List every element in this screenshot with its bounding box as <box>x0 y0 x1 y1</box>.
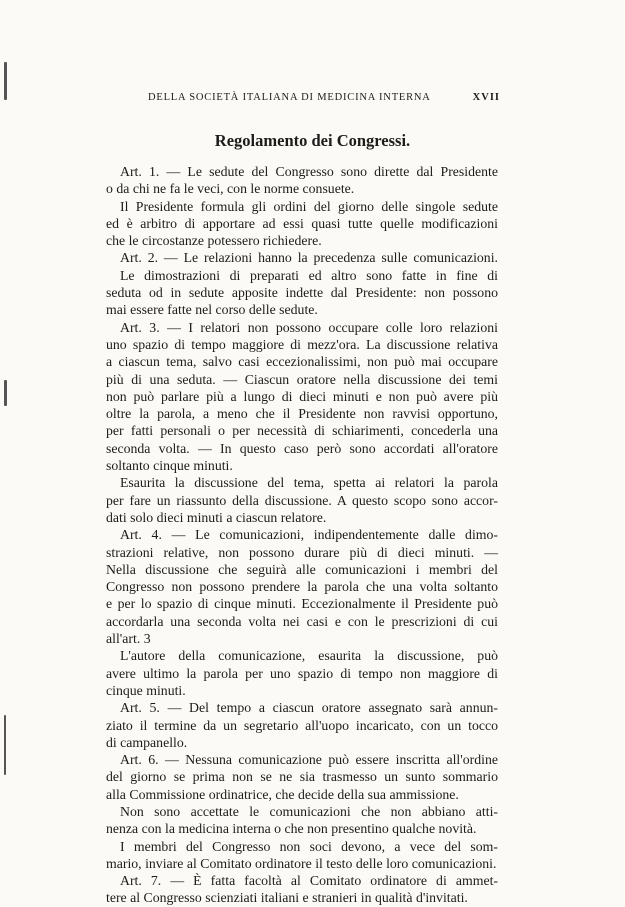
text-line: Congresso non possono prendere la parola che una volta soltanto <box>106 579 498 595</box>
text-line: Non sono accettate le comunicazioni che non abbiano atti- <box>120 803 498 819</box>
text-line: e per lo spazio di cinque minuti. Eccezionalmente il Presidente può <box>106 596 498 612</box>
text-line: oltre la parola, a meno che il Presidente non ravvisi opportuno, <box>106 406 498 422</box>
text-line: Il Presidente formula gli ordini del giorno delle singole sedute <box>120 198 498 214</box>
text-line: Art. 6. — Nessuna comunicazione può essere inscritta all'ordine <box>120 752 498 768</box>
regulation-text <box>106 163 498 907</box>
text-line: ed è arbitro di apportare ad essi quasi tutte quelle modificazioni <box>106 215 498 231</box>
text-line: I membri del Congresso non soci devono, a vece del som- <box>120 838 498 854</box>
text-line: Art. 7. — È fatta facoltà al Comitato ordinatore di ammet- <box>120 873 498 889</box>
page-number: XVII <box>472 92 500 103</box>
scan-edge-mark <box>4 715 6 775</box>
text-line: non può parlare più a lungo di dieci minuti e non può avere più <box>106 388 498 404</box>
text-line: di campanello. <box>106 734 188 750</box>
text-line: strazioni relative, non possono durare più di dieci minuti. — <box>106 544 498 560</box>
text-line: Le dimostrazioni di preparati ed altro sono fatte in fine di <box>120 267 498 283</box>
scan-edge-mark <box>4 62 7 100</box>
text-line: dati solo dieci minuti a ciascun relatore. <box>106 509 327 525</box>
text-line: seconda volta. — In questo caso però sono accordati all'oratore <box>106 440 498 456</box>
text-line: Art. 2. — Le relazioni hanno la precedenza sulle comunicazioni. <box>120 250 498 266</box>
text-line: ziato il termine da un segretario all'uopo incaricato, con un tocco <box>106 717 498 733</box>
text-line: Art. 5. — Del tempo a ciascun oratore assegnato sarà annun- <box>120 700 498 716</box>
text-line: alla Commissione ordinatrice, che decide della sua ammissione. <box>106 786 459 802</box>
text-line: per fare un riassunto della discussione. A questo scopo sono accor- <box>106 492 498 508</box>
text-line: seduta od in sedute apposite indette dal Presidente: non possono <box>106 285 498 301</box>
text-line: uno spazio di tempo maggiore di mezz'ora. La discussione relativa <box>106 336 498 352</box>
text-line: all'art. 3 <box>106 631 151 647</box>
text-line: cinque minuti. <box>106 682 186 698</box>
section-title: Regolamento dei Congressi. <box>214 131 411 150</box>
text-line: accordarla una seconda volta nei casi e con le prescrizioni di cui <box>106 613 498 629</box>
text-line: per fatti personali o per necessità di schiarimenti, concederla una <box>106 423 498 439</box>
text-line: Art. 3. — I relatori non possono occupare colle loro relazioni <box>120 319 498 335</box>
text-line: più di una seduta. — Ciascun oratore nella discussione dei temi <box>106 371 498 387</box>
text-line: L'autore della comunicazione, esaurita la discussione, può <box>120 648 498 664</box>
text-line: che le circostanze potessero richiedere. <box>106 233 322 249</box>
text-line: a ciascun tema, salvo casi eccezionalissimi, non può mai occupare <box>106 354 498 370</box>
text-line: Nella discussione che seguirà alle comunicazioni i membri del <box>106 561 498 577</box>
text-line: mai essere fatte nel corso delle sedute. <box>106 302 318 318</box>
text-line: nenza con la medicina interna o che non presentino qualche novità. <box>106 821 477 837</box>
text-line: soltanto cinque minuti. <box>106 458 233 474</box>
text-line: Esaurita la discussione del tema, spetta ai relatori la parola <box>120 475 498 491</box>
running-title: DELLA SOCIETÀ ITALIANA DI MEDICINA INTERNA <box>148 92 431 103</box>
scan-edge-mark <box>4 380 7 406</box>
text-line: o da chi ne fa le veci, con le norme consuete. <box>106 181 355 197</box>
text-line: avere ultimo la parola per uno spazio di tempo non maggiore di <box>106 665 498 681</box>
text-line: del giorno se prima non se ne sia trasmesso un sunto sommario <box>106 769 498 785</box>
text-line: Art. 1. — Le sedute del Congresso sono dirette dal Presidente <box>120 164 498 179</box>
text-line: tere al Congresso scienziati italiani e stranieri in qualità d'invitati. <box>106 890 468 906</box>
text-line: mario, inviare al Comitato ordinatore il testo delle loro comunicazioni. <box>106 855 497 871</box>
text-line: Art. 4. — Le comunicazioni, indipendentemente dalle dimo- <box>120 527 498 543</box>
